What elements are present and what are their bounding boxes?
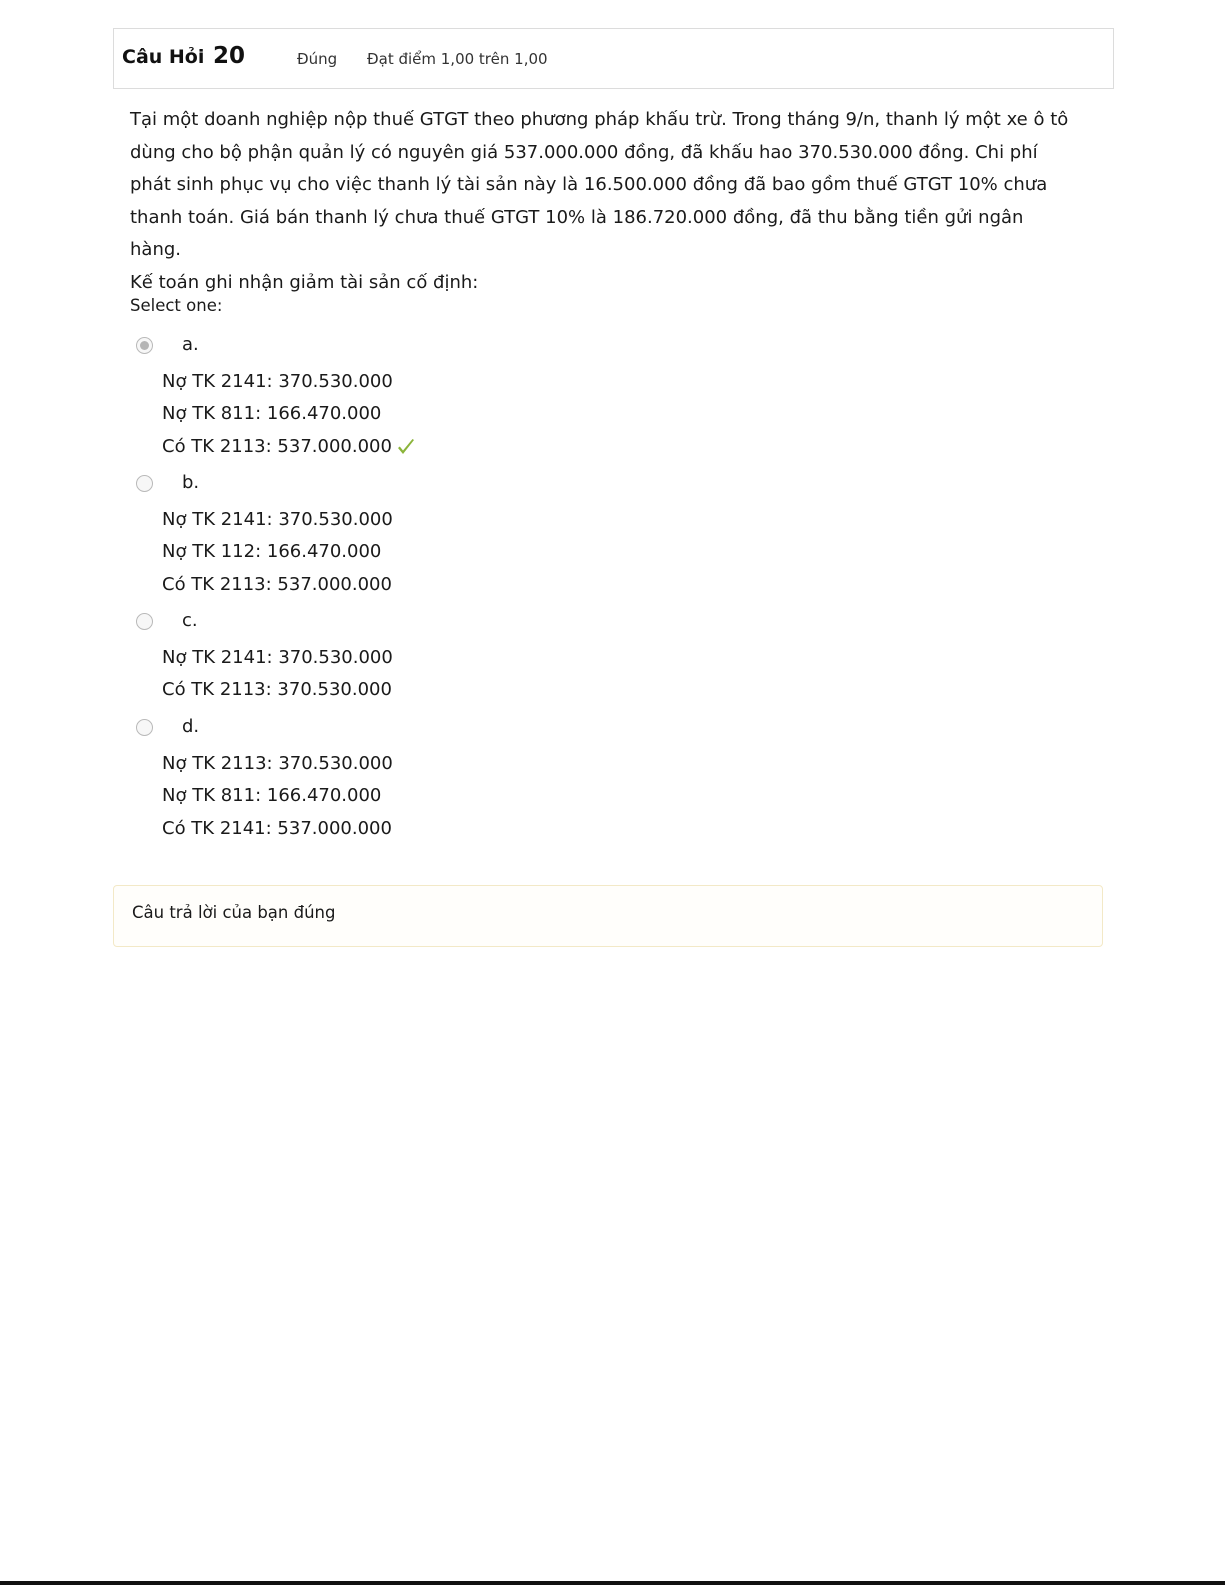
feedback-text: Câu trả lời của bạn đúng bbox=[132, 903, 336, 922]
question-info-box bbox=[113, 28, 1114, 89]
option-b-line-1: Nợ TK 2141: 370.530.000 bbox=[162, 509, 393, 530]
radio-button-b[interactable] bbox=[136, 475, 153, 492]
option-d-line-1: Nợ TK 2113: 370.530.000 bbox=[162, 753, 393, 774]
select-one-label: Select one: bbox=[130, 296, 223, 315]
option-letter-d: d. bbox=[182, 716, 200, 737]
question-title-prefix: Câu Hỏi bbox=[122, 46, 205, 68]
option-b-line-2: Nợ TK 112: 166.470.000 bbox=[162, 541, 382, 563]
option-c-line-2: Có TK 2113: 370.530.000 bbox=[162, 679, 392, 701]
option-c-lines bbox=[162, 642, 393, 707]
question-state: Đúng bbox=[297, 50, 338, 68]
option-a-line-3-row bbox=[162, 431, 416, 463]
feedback-box bbox=[113, 885, 1103, 947]
option-d-line-3: Có TK 2141: 537.000.000 bbox=[162, 817, 392, 839]
radio-button-c[interactable] bbox=[136, 613, 153, 630]
question-grade: Đạt điểm 1,00 trên 1,00 bbox=[367, 50, 548, 68]
check-icon bbox=[396, 437, 416, 457]
option-a-lines bbox=[162, 366, 416, 463]
option-letter-c: c. bbox=[182, 610, 198, 631]
radio-button-d[interactable] bbox=[136, 719, 153, 736]
question-text: Tại một doanh nghiệp nộp thuế GTGT theo phương pháp khấu trừ. Trong tháng 9/n, thanh lý một xe ô tô dùng cho bộ phận quản lý có nguyên giá 537.000.000 đồng, đã khấu hao 370.530.000 đồng. Chi phí phát sinh phục vụ cho việc thanh lý tài sản này là 16.500.000 đồng đã bao gồm thuế GTGT 10% chưa thanh toán. Giá bán thanh lý chưa thuế GTGT 10% là 186.720.000 đồng, đã thu bằng tiền gửi ngân hàng. bbox=[130, 109, 1069, 260]
question-title bbox=[122, 43, 245, 69]
bottom-divider bbox=[0, 1581, 1225, 1585]
option-letter-a: a. bbox=[182, 334, 199, 355]
option-d-line-2: Nợ TK 811: 166.470.000 bbox=[162, 785, 382, 807]
option-b-line-3: Có TK 2113: 537.000.000 bbox=[162, 573, 392, 595]
option-b-lines bbox=[162, 504, 393, 601]
option-d-lines bbox=[162, 748, 393, 845]
option-a-line-3: Có TK 2113: 537.000.000 bbox=[162, 435, 392, 457]
question-text-block bbox=[130, 104, 1080, 299]
question-prompt: Kế toán ghi nhận giảm tài sản cố định: bbox=[130, 271, 479, 293]
option-letter-b: b. bbox=[182, 472, 200, 493]
option-a-line-2: Nợ TK 811: 166.470.000 bbox=[162, 403, 382, 425]
option-a-line-1: Nợ TK 2141: 370.530.000 bbox=[162, 371, 393, 392]
radio-button-a[interactable] bbox=[136, 337, 153, 354]
question-number: 20 bbox=[213, 43, 246, 69]
option-c-line-1: Nợ TK 2141: 370.530.000 bbox=[162, 647, 393, 668]
